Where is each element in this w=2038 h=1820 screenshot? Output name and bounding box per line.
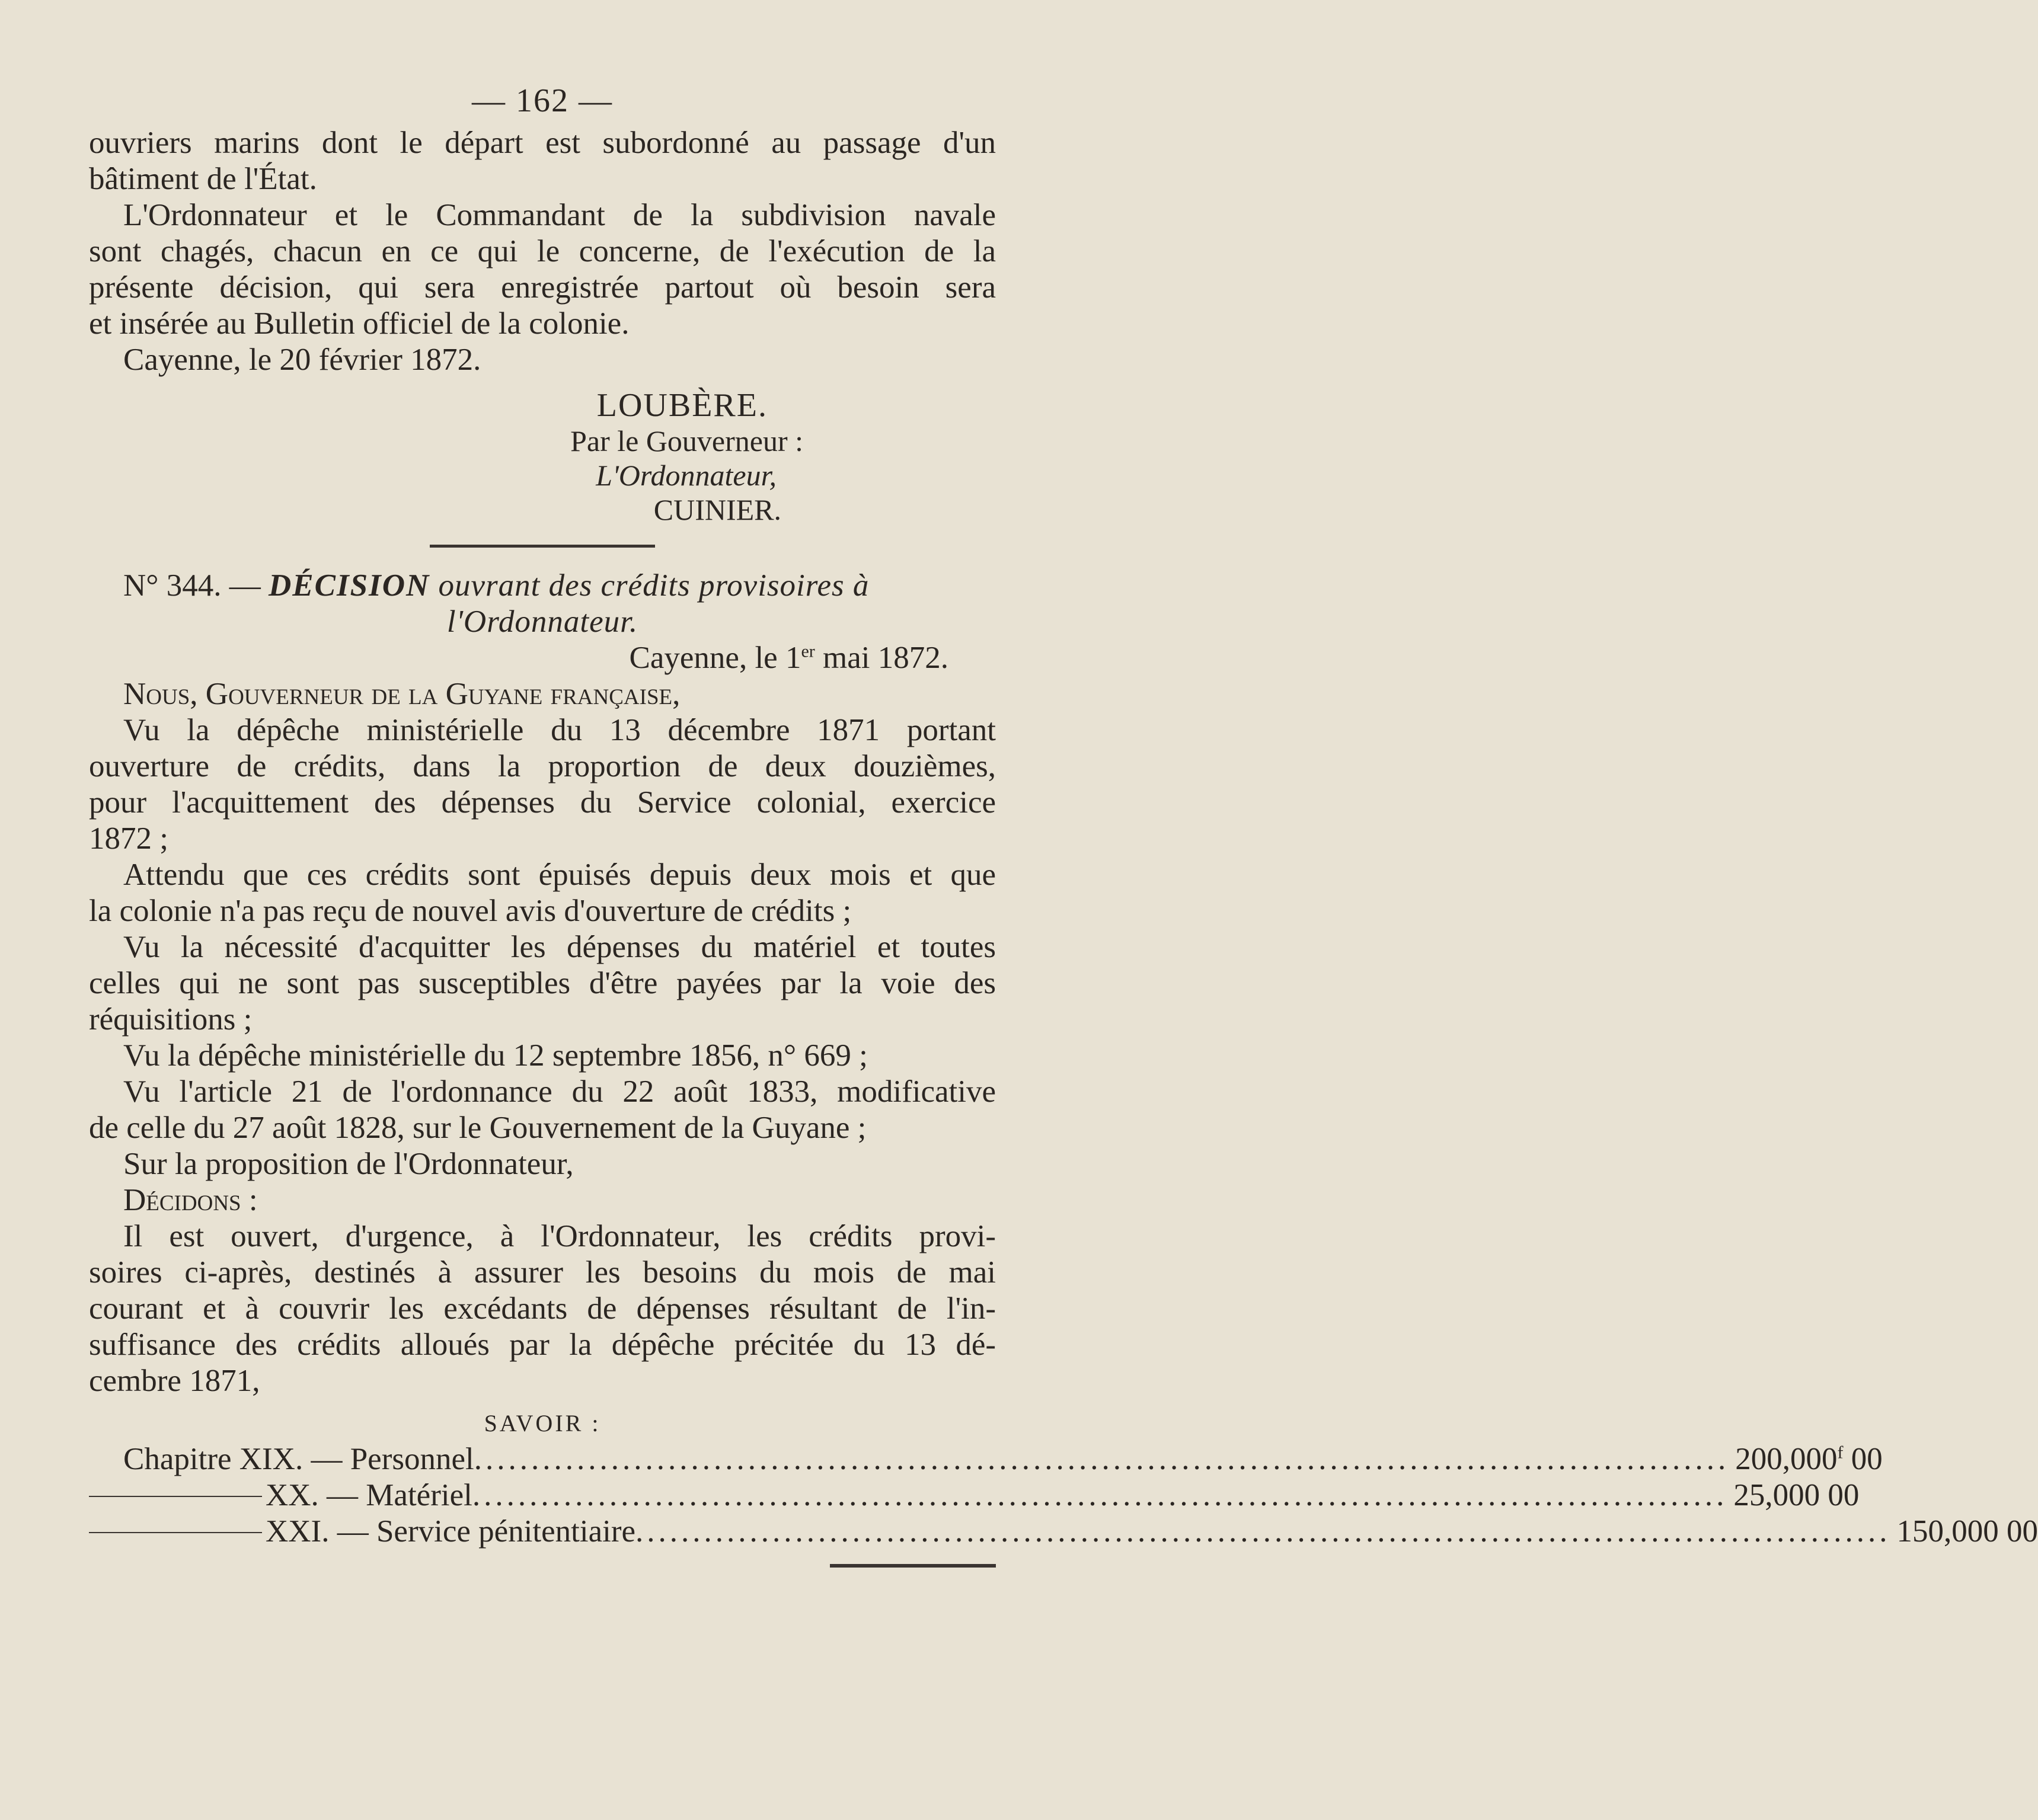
credit-row [89,1477,1860,1514]
signature-signer: CUINIER. [653,493,781,526]
text-line: soires ci-après, destinés à assurer les besoins du mois de mai [89,1255,996,1290]
signature-name: LOUBÈRE. [596,387,768,424]
considerant-vu-4 [89,1074,996,1146]
decision-title-word: DÉCISION [268,568,430,603]
text-line: Vu la dépêche ministérielle du 13 décembre 1871 portant [123,713,996,747]
closing-paragraph [89,197,996,342]
ditto-dash [89,1496,262,1497]
text-line: cembre 1871, [89,1364,260,1398]
credit-amount: 150,000 00 [1896,1514,2038,1549]
section-divider [430,545,655,548]
text-line: suffisance des crédits alloués par la dépêche précitée du 13 dé- [89,1328,996,1362]
text-line: ouverture de crédits, dans la proportion de deux douzièmes, [89,749,996,783]
ditto-dash [89,1532,262,1533]
decision-title-rest: ouvrant des crédits provisoires à [430,568,870,603]
nous-line: Nous, Gouverneur de la Guyane française, [123,677,681,711]
text-line: Il est ouvert, d'urgence, à l'Ordonnateur, les crédits provi- [123,1219,996,1253]
text-line: bâtiment de l'État. [89,162,317,196]
decision-heading [89,568,996,640]
text-line: présente décision, qui sera enregistrée partout où besoin sera [89,270,996,305]
text-line: courant et à couvrir les excédants de dépenses résultant de l'in- [89,1291,996,1326]
considerant-attendu [89,857,996,929]
savoir-heading: SAVOIR : [484,1410,601,1437]
leader-dots: .............................................................................................................. [635,1514,1891,1549]
decision-number: N° 344. — [123,568,269,603]
text-line: 1872 ; [89,821,168,856]
leader-dots: .............................................................................................................. [474,1442,1730,1476]
text-line: ouvriers marins dont le départ est subordonné au passage d'un [89,126,996,160]
text-line: la colonie n'a pas reçu de nouvel avis d'ouverture de crédits ; [89,894,852,928]
credits-table [89,1441,2038,1550]
credit-label: XX. — Matériel [266,1478,472,1512]
leader-dots: .............................................................................................................. [472,1478,1728,1512]
text-line: Vu la nécessité d'acquitter les dépenses du matériel et toutes [123,930,996,964]
total-rule [830,1564,996,1568]
page-number: — 162 — [472,82,613,119]
credit-label: XXI. — Service pénitentiaire [266,1514,635,1549]
text-line: Attendu que ces crédits sont épuisés depuis deux mois et que [123,858,996,892]
credit-label: Chapitre XIX. — Personnel [123,1442,474,1476]
proposition-line: Sur la proposition de l'Ordonnateur, [123,1147,574,1181]
text-line: de celle du 27 août 1828, sur le Gouvernement de la Guyane ; [89,1111,867,1145]
text-line: Vu l'article 21 de l'ordonnance du 22 août 1833, modificative [123,1074,996,1109]
text-line: sont chagés, chacun en ce qui le concerne, de l'exécution de la [89,234,996,268]
text-line: et insérée au Bulletin officiel de la colonie. [89,306,630,341]
date-prefix: Cayenne, le 1 [629,641,801,675]
credit-amount: 25,000 00 [1733,1478,1860,1512]
considerant-vu-3: Vu la dépêche ministérielle du 12 septembre 1856, n° 669 ; [123,1038,868,1073]
credit-amount: 200,000$^f$ 00 [1735,1442,1883,1476]
considerant-vu-2 [89,929,996,1038]
document-page [89,82,2038,1568]
decision-title-line-2: l'Ordonnateur. [446,604,638,639]
decidons-line: Décidons : [123,1183,258,1217]
date-sup: er [801,641,815,661]
text-line: pour l'acquittement des dépenses du Service colonial, exercice [89,785,996,820]
text-line: réquisitions ; [89,1002,253,1037]
credit-row [89,1514,2038,1550]
text-line: L'Ordonnateur et le Commandant de la subdivision navale [123,198,996,232]
considerant-vu-1 [89,712,996,857]
previous-date: Cayenne, le 20 février 1872. [123,343,481,377]
signature-role: L'Ordonnateur, [596,459,777,492]
date-suffix: mai 1872. [814,641,948,675]
previous-paragraph [89,125,996,197]
article-paragraph [89,1218,996,1399]
credit-row [89,1441,1883,1477]
signature-par: Par le Gouverneur : [570,424,803,458]
decision-date [89,640,948,676]
text-line: celles qui ne sont pas susceptibles d'être payées par la voie des [89,966,996,1000]
